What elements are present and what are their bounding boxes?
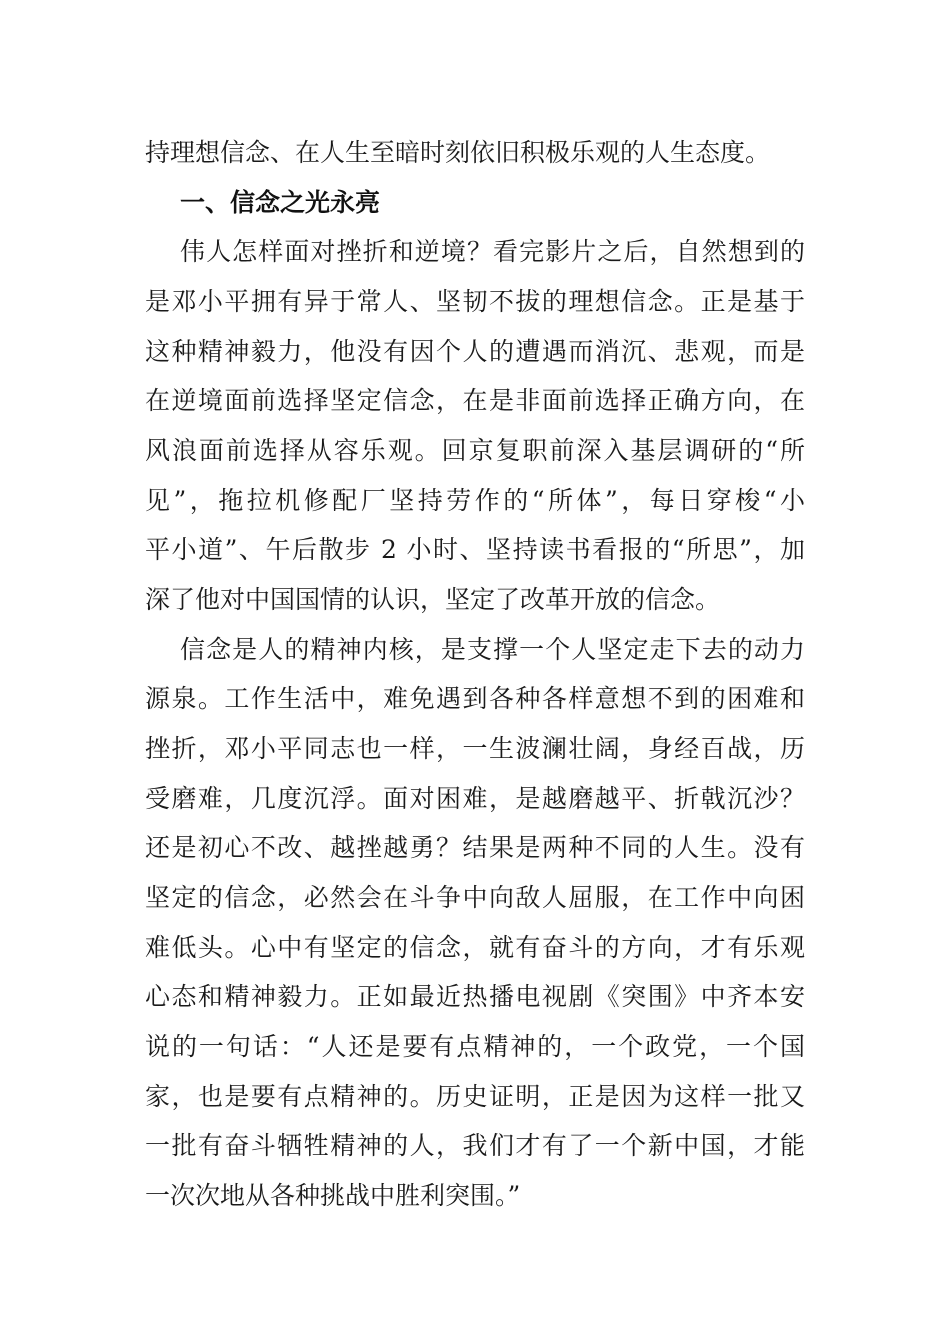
paragraph-line: 心态和精神毅力。正如最近热播电视剧《突围》中齐本安 [145,982,805,1011]
paragraph-line: 这种精神毅力，他没有因个人的遭遇而消沉、悲观，而是 [145,337,805,366]
paragraph-line: 持理想信念、在人生至暗时刻依旧积极乐观的人生态度。 [145,138,771,167]
paragraph-line: 深了他对中国国情的认识，坚定了改革开放的信念。 [145,585,721,614]
paragraph-line: 在逆境面前选择坚定信念，在是非面前选择正确方向，在 [145,386,805,415]
paragraph-line: 受磨难，几度沉浮。面对困难，是越磨越平、折戟沉沙？ [145,784,805,813]
paragraph-line: 挫折，邓小平同志也一样，一生波澜壮阔，身经百战，历 [145,734,805,763]
paragraph-line: 还是初心不改、越挫越勇？结果是两种不同的人生。没有 [145,833,805,862]
paragraph-line: 见”，拖拉机修配厂坚持劳作的“所体”，每日穿梭“小 [145,486,805,515]
paragraph-line: 源泉。工作生活中，难免遇到各种各样意想不到的困难和 [145,684,805,713]
paragraph-line: 一次次地从各种挑战中胜利突围。” [145,1181,521,1210]
paragraph-line: 信念是人的精神内核，是支撑一个人坚定走下去的动力 [180,635,805,664]
paragraph-line: 坚定的信念，必然会在斗争中向敌人屈服，在工作中向困 [145,883,805,912]
paragraph-line: 是邓小平拥有异于常人、坚韧不拔的理想信念。正是基于 [145,287,805,316]
section-heading: 一、信念之光永亮 [180,188,381,217]
paragraph-line: 难低头。心中有坚定的信念，就有奋斗的方向，才有乐观 [145,933,805,962]
paragraph-line: 平小道”、午后散步 2 小时、坚持读书看报的“所思”，加 [145,535,805,564]
paragraph-line: 风浪面前选择从容乐观。回京复职前深入基层调研的“所 [145,436,805,465]
paragraph-line: 家，也是要有点精神的。历史证明，正是因为这样一批又 [145,1082,805,1111]
paragraph-line: 一批有奋斗牺牲精神的人，我们才有了一个新中国，才能 [145,1131,805,1160]
paragraph-line: 说的一句话：“人还是要有点精神的，一个政党，一个国 [145,1032,805,1061]
paragraph-line: 伟人怎样面对挫折和逆境？看完影片之后，自然想到的 [180,237,805,266]
